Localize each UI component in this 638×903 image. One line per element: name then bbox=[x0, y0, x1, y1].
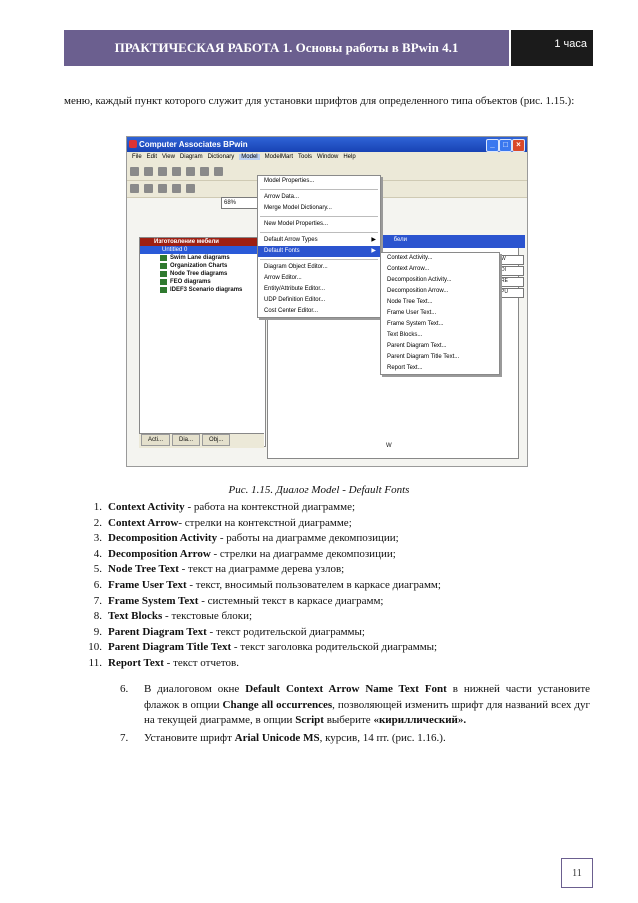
font-item-number: 7. bbox=[93, 594, 102, 607]
tree-item-label: IDEF3 Scenario diagrams bbox=[170, 287, 243, 293]
font-item bbox=[64, 500, 441, 516]
menubar-item[interactable]: Edit bbox=[146, 154, 158, 160]
frame-grid-cell: W bbox=[500, 255, 524, 265]
font-item-term: Parent Diagram Text bbox=[108, 625, 207, 638]
default-fonts-submenu bbox=[380, 252, 500, 375]
model-menu-item[interactable] bbox=[258, 246, 380, 257]
model-menu-item[interactable] bbox=[258, 235, 380, 246]
model-menu-item-label: Merge Model Dictionary... bbox=[264, 205, 332, 211]
model-menu-item-label: Entity/Attribute Editor... bbox=[264, 286, 326, 292]
model-menu-item[interactable] bbox=[258, 273, 380, 284]
close-icon[interactable]: × bbox=[512, 139, 525, 152]
header-title-text: ПРАКТИЧЕСКАЯ РАБОТА 1. Основы работы в BPwin 4.1 bbox=[114, 40, 459, 55]
font-item-term: Frame System Text bbox=[108, 594, 199, 607]
model-menu-item-label: Default Fonts bbox=[264, 248, 300, 254]
font-item-desc: - текст на диаграмме дерева узлов; bbox=[178, 563, 345, 576]
font-item bbox=[64, 594, 441, 610]
model-tree bbox=[140, 238, 265, 338]
fonts-menu-item[interactable]: Context Arrow... bbox=[387, 266, 430, 272]
tree-item-label: Organization Charts bbox=[170, 263, 228, 269]
font-item bbox=[64, 516, 441, 532]
menubar bbox=[127, 152, 527, 164]
font-item-desc: - работа на контекстной диаграмме; bbox=[184, 501, 356, 513]
font-item-desc: - стрелки на диаграмме декомпозиции; bbox=[210, 547, 396, 560]
menubar-item[interactable]: Help bbox=[343, 154, 356, 160]
font-item-number: 3. bbox=[93, 532, 102, 545]
font-item bbox=[64, 578, 441, 594]
font-items-list bbox=[64, 500, 441, 672]
tree-item[interactable] bbox=[140, 262, 265, 270]
text-tool-icon[interactable] bbox=[186, 167, 195, 176]
page-number: 11 bbox=[561, 858, 593, 888]
font-item-term: Report Text bbox=[108, 656, 164, 669]
tree-item[interactable] bbox=[140, 270, 265, 278]
menubar-item[interactable]: Tools bbox=[297, 154, 312, 160]
fonts-menu-item[interactable]: Parent Diagram Text... bbox=[387, 343, 447, 349]
folder-icon bbox=[160, 287, 167, 293]
font-item-desc: - работы на диаграмме декомпозиции; bbox=[217, 532, 399, 545]
step-text: выберите bbox=[323, 714, 374, 726]
font-item-number: 10. bbox=[88, 641, 102, 654]
model-explorer bbox=[139, 237, 266, 447]
step-text: Установите шрифт bbox=[144, 731, 235, 744]
font-item-desc: - текст отчетов. bbox=[163, 656, 239, 669]
font-item-term: Context Activity bbox=[108, 501, 185, 513]
fonts-menu-item[interactable]: Text Blocks... bbox=[387, 332, 423, 338]
window-titlebar bbox=[127, 137, 527, 152]
step-item bbox=[100, 731, 590, 747]
font-item-desc: - текстовые блоки; bbox=[162, 610, 253, 623]
font-item bbox=[64, 625, 441, 641]
explorer-tab[interactable]: Acti... bbox=[141, 434, 170, 446]
model-menu-item[interactable] bbox=[258, 295, 380, 306]
model-menu-item-label: UDP Definition Editor... bbox=[264, 297, 326, 303]
font-item-number: 4. bbox=[93, 547, 102, 560]
page-header-hours: 1 часа bbox=[511, 30, 593, 66]
step-number: 7. bbox=[120, 731, 129, 744]
fonts-menu-item[interactable]: Node Tree Text... bbox=[387, 299, 433, 305]
save-icon[interactable] bbox=[158, 184, 167, 193]
minimize-icon[interactable]: _ bbox=[486, 139, 499, 152]
model-menu-item-label: Cost Center Editor... bbox=[264, 308, 319, 314]
menu-separator bbox=[260, 216, 378, 217]
tree-item-label: Node Tree diagrams bbox=[170, 271, 228, 277]
font-item-number: 8. bbox=[93, 610, 102, 623]
step-text: В диалоговом окне bbox=[144, 683, 246, 695]
frame-grid-cell: DI bbox=[500, 266, 524, 276]
figure-caption: Рис. 1.15. Диалог Model - Default Fonts bbox=[228, 484, 410, 496]
model-menu-item[interactable] bbox=[258, 219, 380, 230]
font-item bbox=[64, 547, 441, 563]
canvas-label: W bbox=[386, 443, 392, 449]
bpwin-screenshot bbox=[126, 136, 528, 467]
fonts-menu-item[interactable]: Decomposition Activity... bbox=[387, 277, 452, 283]
model-menu-item[interactable] bbox=[258, 203, 380, 214]
tree-root[interactable]: Изготовление мебели bbox=[140, 238, 265, 246]
explorer-tab[interactable]: Obj... bbox=[202, 434, 230, 446]
diagram-title-text: бели bbox=[393, 237, 407, 243]
folder-icon bbox=[160, 263, 167, 269]
menubar-item[interactable]: Window bbox=[317, 154, 339, 160]
explorer-tab[interactable]: Dia... bbox=[172, 434, 200, 446]
menu-separator bbox=[260, 232, 378, 233]
font-item-term: Parent Diagram Title Text bbox=[108, 641, 232, 654]
new-icon[interactable] bbox=[130, 184, 139, 193]
pointer-icon[interactable] bbox=[130, 167, 139, 176]
font-item bbox=[64, 656, 441, 672]
folder-icon bbox=[160, 255, 167, 261]
model-menu-item[interactable] bbox=[258, 192, 380, 203]
submenu-arrow-icon: ▶ bbox=[371, 237, 376, 243]
model-menu-item-label: Arrow Editor... bbox=[264, 275, 302, 281]
font-item bbox=[64, 531, 441, 547]
font-item-term: Decomposition Arrow bbox=[108, 547, 211, 560]
fonts-menu-item[interactable]: Parent Diagram Title Text... bbox=[387, 354, 460, 360]
font-item bbox=[64, 640, 441, 656]
font-item-number: 6. bbox=[93, 578, 102, 591]
submenu-arrow-icon: ▶ bbox=[371, 248, 376, 254]
font-item-term: Frame User Text bbox=[108, 578, 187, 591]
font-item-desc: - текст родительской диаграммы; bbox=[206, 625, 365, 638]
model-menu-item-label: New Model Properties... bbox=[264, 221, 329, 227]
menu-separator bbox=[260, 189, 378, 190]
frame-grid-cell: PU bbox=[500, 288, 524, 298]
font-item-desc: - стрелки на контекстной диаграмме; bbox=[178, 516, 352, 529]
menubar-item[interactable]: Diagram bbox=[179, 154, 203, 160]
model-menu-item[interactable] bbox=[258, 306, 380, 317]
tree-selected-item[interactable]: Untitled 0 bbox=[140, 246, 265, 254]
step-text: , позволяющей изменить шрифт для названий всех дуг на текущей диаграмме, в опции bbox=[144, 698, 590, 726]
intro-paragraph: меню, каждый пункт которого служит для установки шрифтов для определенного типа объектов (рис. 1.15.): bbox=[64, 95, 575, 107]
menubar-item[interactable]: ModelMart bbox=[264, 154, 293, 160]
font-item-term: Text Blocks bbox=[108, 610, 163, 623]
font-item-term: Node Tree Text bbox=[108, 563, 179, 576]
tree-item-label: FEO diagrams bbox=[170, 279, 211, 285]
font-item bbox=[64, 609, 441, 625]
squiggle-icon[interactable] bbox=[172, 167, 181, 176]
model-menu-item-label: Diagram Object Editor... bbox=[264, 264, 328, 270]
model-menu-item-label: Model Properties... bbox=[264, 178, 315, 184]
print-icon[interactable] bbox=[172, 184, 181, 193]
fonts-menu-item[interactable]: Report Text... bbox=[387, 365, 423, 371]
tree-item[interactable] bbox=[140, 286, 265, 294]
undo-icon[interactable] bbox=[214, 167, 223, 176]
model-menu-item-label: Default Arrow Types bbox=[264, 237, 318, 243]
folder-icon bbox=[160, 271, 167, 277]
frame-grid-cell: RE bbox=[500, 277, 524, 287]
tree-item[interactable] bbox=[140, 254, 265, 262]
step-number: 6. bbox=[120, 683, 129, 695]
menu-separator bbox=[260, 259, 378, 260]
step-bold-text: Script bbox=[295, 714, 324, 726]
font-item-term: Decomposition Activity bbox=[108, 532, 218, 545]
model-menu-item[interactable] bbox=[258, 284, 380, 295]
page-header-title bbox=[64, 30, 509, 66]
menubar-item[interactable]: Model bbox=[241, 154, 258, 160]
fonts-menu-item[interactable]: Frame System Text... bbox=[387, 321, 444, 327]
maximize-icon[interactable]: □ bbox=[499, 139, 512, 152]
zoom-icon[interactable] bbox=[200, 167, 209, 176]
model-menu bbox=[257, 175, 381, 318]
fonts-menu-item[interactable]: Frame User Text... bbox=[387, 310, 437, 316]
arrow-tool-icon[interactable] bbox=[158, 167, 167, 176]
folder-icon bbox=[160, 279, 167, 285]
font-item-number: 2. bbox=[93, 516, 102, 529]
app-icon bbox=[129, 140, 137, 148]
tree-item-label: Swim Lane diagrams bbox=[170, 255, 230, 261]
step-text: в нижней части установите флажок в опции bbox=[144, 683, 591, 711]
step-bold-text: Arial Unicode MS bbox=[234, 731, 320, 744]
model-menu-item[interactable] bbox=[258, 176, 380, 187]
step-text: , курсив, 14 пт. (рис. 1.16.). bbox=[319, 731, 446, 744]
step-bold-text: Change all occurrences bbox=[222, 698, 333, 711]
open-icon[interactable] bbox=[144, 184, 153, 193]
step-bold-text: «кириллический». bbox=[373, 714, 467, 726]
color-icon[interactable] bbox=[186, 184, 195, 193]
frame-grid bbox=[500, 255, 524, 293]
model-menu-item[interactable] bbox=[258, 262, 380, 273]
fonts-menu-item[interactable]: Context Activity... bbox=[387, 255, 433, 261]
steps-list bbox=[100, 682, 590, 748]
model-menu-item-label: Arrow Data... bbox=[264, 194, 300, 200]
font-item-number: 1. bbox=[93, 501, 102, 513]
font-item bbox=[64, 562, 441, 578]
font-item-number: 11. bbox=[88, 656, 102, 669]
tree-item[interactable] bbox=[140, 278, 265, 286]
menubar-item[interactable]: File bbox=[132, 154, 142, 160]
box-icon[interactable] bbox=[144, 167, 153, 176]
step-bold-text: Default Context Arrow Name Text Font bbox=[245, 683, 447, 695]
font-item-desc: - системный текст в каркасе диаграмм; bbox=[198, 594, 384, 607]
font-item-number: 5. bbox=[93, 563, 102, 576]
explorer-tabs bbox=[139, 433, 264, 448]
font-item-desc: - текст, вносимый пользователем в каркасе диаграмм; bbox=[186, 578, 441, 591]
zoom-combo[interactable]: 68% bbox=[221, 197, 275, 209]
menubar-item[interactable]: View bbox=[162, 154, 175, 160]
font-item-desc: - текст заголовка родительской диаграммы; bbox=[231, 641, 438, 654]
font-item-number: 9. bbox=[93, 625, 102, 638]
step-item bbox=[100, 682, 590, 729]
menubar-item[interactable]: Dictionary bbox=[207, 154, 235, 160]
font-item-term: Context Arrow bbox=[108, 516, 179, 529]
fonts-menu-item[interactable]: Decomposition Arrow... bbox=[387, 288, 449, 294]
window-title: Computer Associates BPwin bbox=[139, 140, 248, 149]
